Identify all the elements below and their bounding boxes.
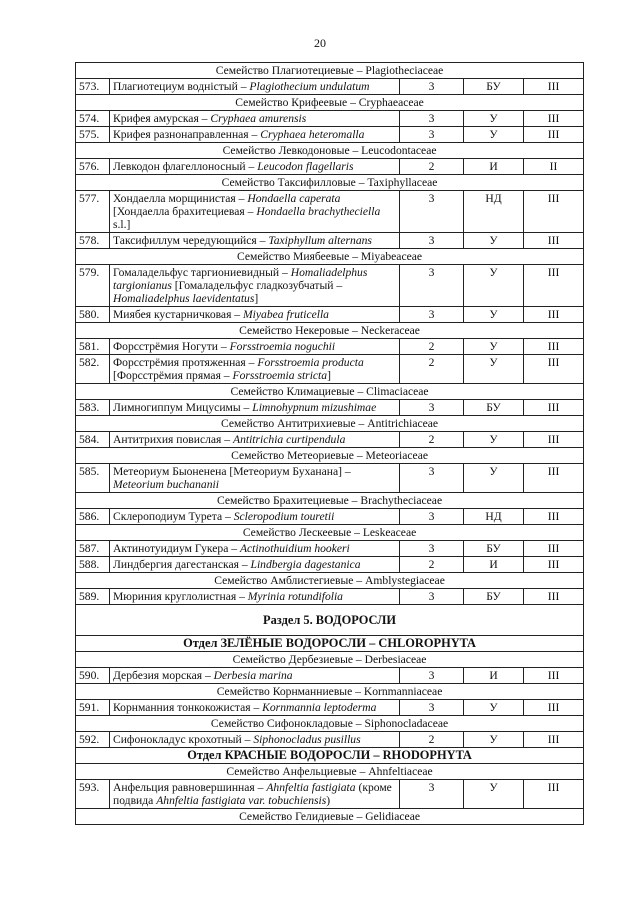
common-name: Лимногиппум Мицусимы – — [113, 401, 253, 414]
family-row — [76, 573, 584, 589]
species-name — [110, 233, 400, 249]
species-row — [76, 780, 584, 809]
category-cell: 2 — [400, 339, 464, 355]
scientific-name: Homaliadelphus laevidentatus — [113, 292, 255, 305]
category-cell: 3 — [400, 307, 464, 323]
family-row — [76, 175, 584, 191]
scientific-name: Hondaella caperata — [247, 192, 341, 205]
status-cell: БУ — [464, 79, 524, 95]
species-number: 591. — [76, 700, 110, 716]
species-number: 579. — [76, 265, 110, 307]
species-name — [110, 732, 400, 748]
scientific-name: Actinothuidium hookeri — [239, 542, 350, 555]
common-name: [Хондаелла брахитециевая – — [113, 205, 257, 218]
category-cell: 3 — [400, 541, 464, 557]
family-heading: Семейство Таксифилловые – Taxiphyllaceae — [76, 175, 584, 191]
division-heading: Отдел КРАСНЫЕ ВОДОРОСЛИ – RHODOPHYTA — [76, 748, 584, 764]
family-row — [76, 143, 584, 159]
species-name — [110, 307, 400, 323]
species-number: 581. — [76, 339, 110, 355]
family-heading: Семейство Анфельциевые – Ahnfeltiaceae — [76, 764, 584, 780]
scientific-name: Cryphaea heteromalla — [260, 128, 365, 141]
species-name — [110, 668, 400, 684]
scientific-name: Leucodon flagellaris — [257, 160, 354, 173]
species-name — [110, 355, 400, 384]
common-name: Таксифиллум чередующийся – — [113, 234, 269, 247]
species-number: 573. — [76, 79, 110, 95]
species-name — [110, 265, 400, 307]
rf-category-cell: III — [524, 111, 584, 127]
common-name: ) — [326, 794, 331, 807]
common-name: Склероподиум Турета – — [113, 510, 234, 523]
section-row — [76, 605, 584, 636]
scientific-name: Forsstroemia noguchii — [229, 340, 336, 353]
species-row — [76, 732, 584, 748]
status-cell: У — [464, 265, 524, 307]
species-number: 578. — [76, 233, 110, 249]
species-number: 588. — [76, 557, 110, 573]
scientific-name: Myrinia rotundifolia — [247, 590, 343, 603]
status-cell: У — [464, 111, 524, 127]
family-heading: Семейство Дербезиевые – Derbesiaceae — [76, 652, 584, 668]
status-cell: НД — [464, 191, 524, 233]
status-cell: У — [464, 732, 524, 748]
division-row — [76, 748, 584, 764]
species-row — [76, 432, 584, 448]
species-name — [110, 780, 400, 809]
family-row — [76, 809, 584, 825]
species-number: 574. — [76, 111, 110, 127]
status-cell: БУ — [464, 541, 524, 557]
species-name — [110, 700, 400, 716]
status-cell: И — [464, 159, 524, 175]
rf-category-cell: III — [524, 732, 584, 748]
status-cell: У — [464, 339, 524, 355]
species-name — [110, 79, 400, 95]
category-cell: 2 — [400, 557, 464, 573]
rf-category-cell: III — [524, 557, 584, 573]
species-row — [76, 400, 584, 416]
category-cell: 3 — [400, 668, 464, 684]
category-cell: 2 — [400, 355, 464, 384]
common-name: Линдбергия дагестанская – — [113, 558, 251, 571]
common-name: Корнманния тонкокожистая – — [113, 701, 263, 714]
status-cell: БУ — [464, 589, 524, 605]
species-row — [76, 127, 584, 143]
species-name — [110, 159, 400, 175]
section-heading: Раздел 5. ВОДОРОСЛИ — [76, 605, 584, 636]
common-name: Форсстрёмия протяженная – — [113, 356, 258, 369]
family-row — [76, 684, 584, 700]
common-name: Миябея кустарничковая – — [113, 308, 244, 321]
species-name — [110, 541, 400, 557]
scientific-name: Forsstroemia stricta — [232, 369, 328, 382]
category-cell: 3 — [400, 265, 464, 307]
common-name: Форсстрёмия Ногути – — [113, 340, 230, 353]
family-row — [76, 764, 584, 780]
species-row — [76, 509, 584, 525]
species-row — [76, 159, 584, 175]
species-name — [110, 589, 400, 605]
species-number: 583. — [76, 400, 110, 416]
species-row — [76, 541, 584, 557]
status-cell: У — [464, 464, 524, 493]
family-row — [76, 652, 584, 668]
family-heading: Семейство Брахитециевые – Brachytheciaceae — [76, 493, 584, 509]
species-number: 586. — [76, 509, 110, 525]
common-name: Хондаелла морщинистая – — [113, 192, 248, 205]
common-name: ] — [327, 369, 331, 382]
common-name: Левкодон флагеллоносный – — [113, 160, 258, 173]
species-name — [110, 339, 400, 355]
category-cell: 3 — [400, 509, 464, 525]
family-heading: Семейство Левкодоновые – Leucodontaceae — [76, 143, 584, 159]
status-cell: БУ — [464, 400, 524, 416]
species-row — [76, 668, 584, 684]
status-cell: У — [464, 432, 524, 448]
family-heading: Семейство Корнманниевые – Kornmanniaceae — [76, 684, 584, 700]
family-heading: Семейство Метеориевые – Meteoriaceae — [76, 448, 584, 464]
species-row — [76, 191, 584, 233]
red-book-table — [75, 62, 584, 825]
category-cell: 3 — [400, 589, 464, 605]
status-cell: У — [464, 307, 524, 323]
scientific-name: Ahnfeltia fastigiata var. tobuchiensis — [156, 794, 327, 807]
species-number: 590. — [76, 668, 110, 684]
common-name: [Форсстрёмия прямая – — [113, 369, 233, 382]
species-row — [76, 307, 584, 323]
species-row — [76, 589, 584, 605]
family-row — [76, 416, 584, 432]
category-cell: 3 — [400, 191, 464, 233]
common-name: Крифея амурская – — [113, 112, 211, 125]
scientific-name: Miyabea fruticella — [243, 308, 329, 321]
species-row — [76, 79, 584, 95]
common-name: Антитрихия повислая – — [113, 433, 233, 446]
scientific-name: Derbesia marina — [213, 669, 293, 682]
scientific-name: Hondaella brachytheciella — [256, 205, 381, 218]
rf-category-cell: III — [524, 432, 584, 448]
family-row — [76, 525, 584, 541]
family-row — [76, 384, 584, 400]
common-name: Плагиотециум водністый – — [113, 80, 250, 93]
scientific-name: Scleropodium touretii — [233, 510, 335, 523]
rf-category-cell: III — [524, 780, 584, 809]
family-row — [76, 63, 584, 79]
status-cell: У — [464, 233, 524, 249]
scientific-name: Cryphaea amurensis — [210, 112, 307, 125]
family-heading: Семейство Климациевые – Climaciaceae — [76, 384, 584, 400]
species-name — [110, 464, 400, 493]
category-cell: 2 — [400, 159, 464, 175]
species-row — [76, 233, 584, 249]
category-cell: 3 — [400, 464, 464, 493]
family-heading: Семейство Плагиотециевые – Plagiotheciaceae — [76, 63, 584, 79]
rf-category-cell: II — [524, 159, 584, 175]
rf-category-cell: III — [524, 509, 584, 525]
species-number: 585. — [76, 464, 110, 493]
species-row — [76, 111, 584, 127]
species-row — [76, 700, 584, 716]
species-number: 592. — [76, 732, 110, 748]
scientific-name: Meteorium buchananii — [113, 478, 219, 491]
rf-category-cell: III — [524, 668, 584, 684]
common-name: s.l.] — [113, 218, 131, 231]
status-cell: И — [464, 557, 524, 573]
rf-category-cell: III — [524, 127, 584, 143]
family-row — [76, 448, 584, 464]
scientific-name: Lindbergia dagestanica — [250, 558, 361, 571]
species-row — [76, 464, 584, 493]
species-number: 580. — [76, 307, 110, 323]
rf-category-cell: III — [524, 233, 584, 249]
species-name — [110, 127, 400, 143]
common-name: Сифонокладус крохотный – — [113, 733, 254, 746]
division-row — [76, 636, 584, 652]
common-name: (кроме подвида — [113, 781, 392, 807]
species-name — [110, 400, 400, 416]
common-name: Анфельция равновершинная – — [113, 781, 267, 794]
family-row — [76, 95, 584, 111]
rf-category-cell: III — [524, 400, 584, 416]
species-number: 584. — [76, 432, 110, 448]
category-cell: 2 — [400, 732, 464, 748]
common-name: ] — [254, 292, 259, 305]
category-cell: 3 — [400, 127, 464, 143]
rf-category-cell: III — [524, 700, 584, 716]
rf-category-cell: III — [524, 541, 584, 557]
family-heading: Семейство Сифонокладовые – Siphonocladaceae — [76, 716, 584, 732]
species-number: 593. — [76, 780, 110, 809]
status-cell: У — [464, 780, 524, 809]
common-name: Метеориум Быоненена [Метеориум Буханана] – — [113, 465, 351, 478]
status-cell: У — [464, 700, 524, 716]
family-row — [76, 716, 584, 732]
family-heading: Семейство Лескеевые – Leskeaceae — [76, 525, 584, 541]
division-heading: Отдел ЗЕЛЁНЫЕ ВОДОРОСЛИ – CHLOROPHYTA — [76, 636, 584, 652]
scientific-name: Antitrichia curtipendula — [232, 433, 346, 446]
rf-category-cell: III — [524, 265, 584, 307]
status-cell: У — [464, 127, 524, 143]
scientific-name: Kornmannia leptoderma — [262, 701, 377, 714]
table-body — [76, 63, 584, 825]
category-cell: 3 — [400, 111, 464, 127]
rf-category-cell: III — [524, 589, 584, 605]
category-cell: 3 — [400, 780, 464, 809]
status-cell: НД — [464, 509, 524, 525]
species-number: 589. — [76, 589, 110, 605]
species-number: 577. — [76, 191, 110, 233]
scientific-name: Plagiothecium undulatum — [249, 80, 370, 93]
common-name: Дербезия морская – — [113, 669, 214, 682]
species-row — [76, 339, 584, 355]
species-name — [110, 509, 400, 525]
species-name — [110, 557, 400, 573]
species-number: 587. — [76, 541, 110, 557]
status-cell: И — [464, 668, 524, 684]
family-row — [76, 323, 584, 339]
species-number: 582. — [76, 355, 110, 384]
common-name: Крифея разнонаправленная – — [113, 128, 261, 141]
scientific-name: Siphonocladus pusillus — [253, 733, 361, 746]
category-cell: 3 — [400, 400, 464, 416]
family-row — [76, 493, 584, 509]
rf-category-cell: III — [524, 464, 584, 493]
scientific-name: Homaliadelphus targionianus — [113, 266, 368, 292]
family-heading: Семейство Антитрихиевые – Antitrichiaceae — [76, 416, 584, 432]
family-heading: Семейство Крифеевые – Cryphaeaceae — [76, 95, 584, 111]
family-heading: Семейство Миябеевые – Miyabeaceae — [76, 249, 584, 265]
family-heading: Семейство Некеровые – Neckeraceae — [76, 323, 584, 339]
family-heading: Семейство Амблистегиевые – Amblystegiaceae — [76, 573, 584, 589]
species-name — [110, 432, 400, 448]
scientific-name: Forsstroemia producta — [257, 356, 364, 369]
species-row — [76, 557, 584, 573]
common-name: Гомаладельфус таргиониевидный – — [113, 266, 291, 279]
species-number: 576. — [76, 159, 110, 175]
family-row — [76, 249, 584, 265]
species-row — [76, 355, 584, 384]
common-name: Мюриния круглолистная – — [113, 590, 248, 603]
species-row — [76, 265, 584, 307]
rf-category-cell: III — [524, 79, 584, 95]
category-cell: 3 — [400, 233, 464, 249]
species-name — [110, 111, 400, 127]
status-cell: У — [464, 355, 524, 384]
scientific-name: Limnohypnum mizushimae — [252, 401, 377, 414]
category-cell: 3 — [400, 700, 464, 716]
family-heading: Семейство Гелидиевые – Gelidiaceae — [76, 809, 584, 825]
species-name — [110, 191, 400, 233]
species-number: 575. — [76, 127, 110, 143]
page-number: 20 — [314, 36, 326, 50]
category-cell: 2 — [400, 432, 464, 448]
rf-category-cell: III — [524, 339, 584, 355]
scientific-name: Taxiphyllum alternans — [268, 234, 372, 247]
rf-category-cell: III — [524, 307, 584, 323]
rf-category-cell: III — [524, 355, 584, 384]
scientific-name: Ahnfeltia fastigiata — [266, 781, 356, 794]
common-name: [Гомаладельфус гладкозубчатый – — [171, 279, 343, 292]
rf-category-cell: III — [524, 191, 584, 233]
category-cell: 3 — [400, 79, 464, 95]
common-name: Актинотуидиум Гукера – — [113, 542, 240, 555]
